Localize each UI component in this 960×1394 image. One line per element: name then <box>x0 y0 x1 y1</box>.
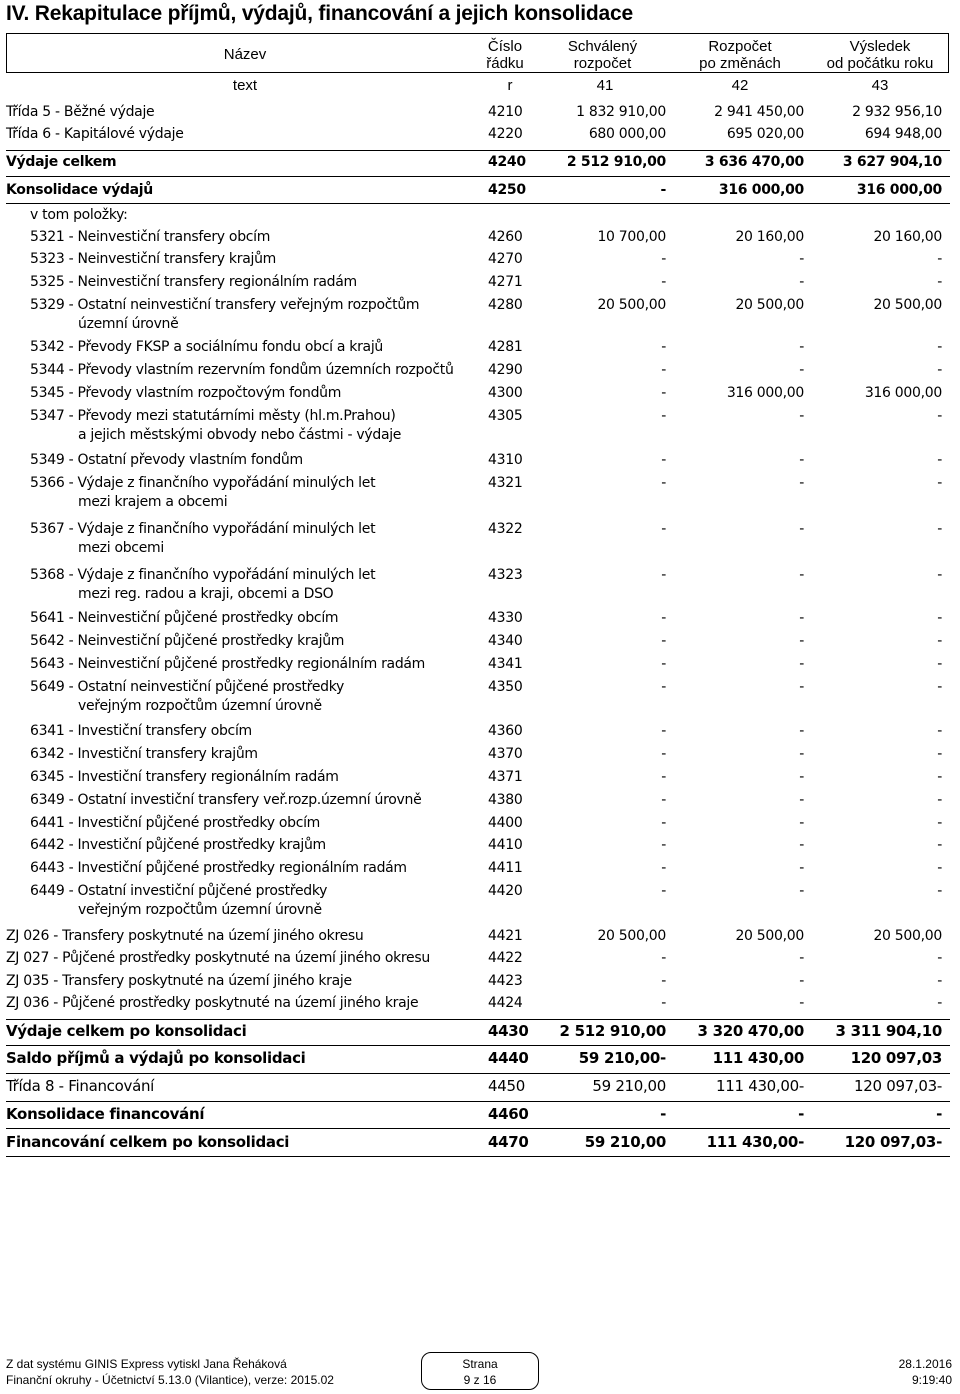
row-value-v3: - <box>937 567 942 583</box>
row-code: 4341 <box>488 656 523 672</box>
row-code: 4281 <box>488 339 523 355</box>
row-divider <box>6 1128 950 1129</box>
row-divider <box>6 176 950 177</box>
row-label <box>30 859 407 878</box>
row-label-line: 5347 - Převody mezi statutárními městy (hl.m.Prahou) <box>30 408 396 424</box>
row-code: 4330 <box>488 610 523 626</box>
row-value-v2: 316 000,00 <box>718 182 804 198</box>
row-label-continuation: veřejným rozpočtům územní úrovně <box>78 698 322 714</box>
row-label <box>6 994 418 1013</box>
page-number-box: Strana 9 z 16 <box>421 1352 539 1390</box>
row-value-v3: - <box>937 769 942 785</box>
row-label <box>30 451 303 470</box>
row-label-line: 5643 - Neinvestiční půjčené prostředky regionálním radám <box>30 656 426 672</box>
row-label-line: ZJ 035 - Transfery poskytnuté na území jiného kraje <box>6 973 352 989</box>
row-label <box>6 949 430 968</box>
row-code: 4420 <box>488 883 523 899</box>
row-label-line: 5642 - Neinvestiční půjčené prostředky krajům <box>30 633 345 649</box>
row-label-line: v tom položky: <box>30 207 128 223</box>
row-value-v2: - <box>799 815 804 831</box>
row-value-v3: - <box>937 656 942 672</box>
row-value-v1: 59 210,00- <box>578 1049 666 1067</box>
row-label-line: Konsolidace financování <box>6 1105 205 1123</box>
row-value-v1: - <box>661 656 666 672</box>
row-value-v1: - <box>661 633 666 649</box>
row-label <box>6 153 116 172</box>
row-label <box>30 228 270 247</box>
row-label-line: 6443 - Investiční půjčené prostředky regionálním radám <box>30 860 407 876</box>
row-value-v3: - <box>937 883 942 899</box>
row-label <box>30 678 344 716</box>
row-code: 4240 <box>488 154 526 170</box>
row-value-v1: - <box>661 883 666 899</box>
row-code: 4411 <box>488 860 523 876</box>
row-value-v1: - <box>661 769 666 785</box>
row-value-v2: 20 160,00 <box>735 229 804 245</box>
row-label-line: Výdaje celkem <box>6 154 117 170</box>
row-value-v1: - <box>661 610 666 626</box>
row-value-v1: 680 000,00 <box>588 126 666 142</box>
row-value-v1: - <box>661 274 666 290</box>
row-label-line: 6345 - Investiční transfery regionálním radám <box>30 769 339 785</box>
row-label <box>30 632 344 651</box>
row-value-v3: - <box>937 521 942 537</box>
row-value-v2: - <box>799 408 804 424</box>
row-label <box>30 520 375 558</box>
row-value-v2: 695 020,00 <box>726 126 804 142</box>
row-label <box>30 722 252 741</box>
subheader-41: 41 <box>596 77 614 94</box>
row-label <box>30 338 383 357</box>
row-value-v1: - <box>661 567 666 583</box>
row-code: 4370 <box>488 746 523 762</box>
row-label-line: 6442 - Investiční půjčené prostředky krajům <box>30 837 326 853</box>
row-value-v2: - <box>799 567 804 583</box>
row-value-v3: - <box>937 815 942 831</box>
row-value-v3: 3 311 904,10 <box>835 1022 942 1040</box>
table-header-box <box>6 33 949 73</box>
row-value-v2: - <box>799 339 804 355</box>
row-value-v3: - <box>937 746 942 762</box>
footer-right: 28.1.2016 9:19:40 <box>898 1357 952 1387</box>
row-label-continuation: mezi obcemi <box>78 540 164 556</box>
row-value-v2: - <box>799 679 804 695</box>
row-label <box>30 791 421 810</box>
row-value-v1: - <box>661 815 666 831</box>
row-code: 4322 <box>488 521 523 537</box>
row-value-v3: 20 500,00 <box>873 928 942 944</box>
row-label-line: Třída 6 - Kapitálové výdaje <box>6 126 184 142</box>
row-value-v1: - <box>661 251 666 267</box>
subheader-43: 43 <box>871 77 889 94</box>
row-label <box>6 972 352 991</box>
row-code: 4210 <box>488 104 523 120</box>
row-label <box>30 250 276 269</box>
row-code: 4423 <box>488 973 523 989</box>
col-header-cislo: Číslo řádku <box>486 38 524 72</box>
row-code: 4310 <box>488 452 523 468</box>
row-value-v2: - <box>798 1105 804 1123</box>
row-label-line: 5349 - Ostatní převody vlastním fondům <box>30 452 303 468</box>
row-label-line: Výdaje celkem po konsolidaci <box>6 1022 247 1040</box>
row-label-line: 5366 - Výdaje z finančního vypořádání minulých let <box>30 475 376 491</box>
row-code: 4360 <box>488 723 523 739</box>
row-code: 4460 <box>488 1105 529 1123</box>
row-value-v3: 120 097,03- <box>844 1133 942 1151</box>
row-code: 4380 <box>488 792 523 808</box>
row-value-v3: 316 000,00 <box>856 182 942 198</box>
row-value-v3: - <box>937 274 942 290</box>
row-code: 4290 <box>488 362 523 378</box>
row-value-v1: 10 700,00 <box>597 229 666 245</box>
row-code: 4371 <box>488 769 523 785</box>
row-value-v3: - <box>937 408 942 424</box>
subheader-42: 42 <box>731 77 749 94</box>
row-value-v2: - <box>799 633 804 649</box>
row-value-v2: - <box>799 883 804 899</box>
row-label-line: 5649 - Ostatní neinvestiční půjčené prostředky <box>30 679 345 695</box>
row-label-line: Saldo příjmů a výdajů po konsolidaci <box>6 1049 306 1067</box>
row-value-v1: 59 210,00 <box>584 1133 666 1151</box>
row-value-v1: - <box>661 408 666 424</box>
row-value-v3: - <box>937 633 942 649</box>
row-value-v3: - <box>937 723 942 739</box>
row-label-line: 5368 - Výdaje z finančního vypořádání minulých let <box>30 567 376 583</box>
row-label-line: 6449 - Ostatní investiční půjčené prostředky <box>30 883 328 899</box>
row-code: 4280 <box>488 297 523 313</box>
row-label <box>6 103 154 122</box>
row-value-v1: - <box>661 452 666 468</box>
row-value-v3: 120 097,03 <box>850 1049 942 1067</box>
row-code: 4430 <box>488 1022 529 1040</box>
row-value-v2: 2 941 450,00 <box>714 104 804 120</box>
row-value-v3: 120 097,03- <box>854 1077 942 1095</box>
row-value-v1: - <box>661 792 666 808</box>
row-label-line: ZJ 036 - Půjčené prostředky poskytnuté na území jiného kraje <box>6 995 419 1011</box>
row-code: 4400 <box>488 815 523 831</box>
row-value-v3: - <box>937 792 942 808</box>
row-value-v2: 111 430,00- <box>716 1077 804 1095</box>
row-label-line: 5321 - Neinvestiční transfery obcím <box>30 229 271 245</box>
row-value-v2: - <box>799 656 804 672</box>
row-divider <box>6 1019 950 1020</box>
row-code: 4300 <box>488 385 523 401</box>
row-value-v1: - <box>661 385 666 401</box>
row-value-v2: - <box>799 610 804 626</box>
row-value-v3: - <box>937 610 942 626</box>
row-label <box>30 814 320 833</box>
row-label <box>30 384 341 403</box>
row-value-v2: 111 430,00 <box>712 1049 804 1067</box>
row-value-v2: 316 000,00 <box>726 385 804 401</box>
col-header-rozpocet: Rozpočet po změnách <box>699 38 781 72</box>
row-divider <box>6 1156 950 1157</box>
row-label-continuation: a jejich městskými obvody nebo částmi - výdaje <box>78 427 402 443</box>
row-divider <box>6 150 950 151</box>
row-value-v2: 3 320 470,00 <box>697 1022 804 1040</box>
row-label-line: 5325 - Neinvestiční transfery regionálním radám <box>30 274 357 290</box>
row-code: 4340 <box>488 633 523 649</box>
row-value-v2: 20 500,00 <box>735 928 804 944</box>
row-value-v1: - <box>661 837 666 853</box>
row-label <box>30 836 326 855</box>
row-label-line: Konsolidace výdajů <box>6 182 153 198</box>
row-label-line: ZJ 027 - Půjčené prostředky poskytnuté na území jiného okresu <box>6 950 430 966</box>
row-value-v3: 20 500,00 <box>873 297 942 313</box>
row-value-v1: - <box>661 723 666 739</box>
row-value-v1: - <box>661 339 666 355</box>
row-value-v3: - <box>937 860 942 876</box>
row-value-v3: - <box>937 973 942 989</box>
row-value-v3: - <box>937 679 942 695</box>
row-value-v2: - <box>799 452 804 468</box>
row-value-v3: 2 932 956,10 <box>852 104 942 120</box>
row-value-v3: - <box>937 339 942 355</box>
row-label-line: ZJ 026 - Transfery poskytnuté na území jiného okresu <box>6 928 364 944</box>
row-value-v1: - <box>660 182 666 198</box>
row-label-line: Financování celkem po konsolidaci <box>6 1133 290 1151</box>
row-label-line: 5342 - Převody FKSP a sociálnímu fondu obcí a krajů <box>30 339 383 355</box>
row-value-v2: - <box>799 723 804 739</box>
row-value-v3: - <box>937 950 942 966</box>
row-label-continuation: mezi krajem a obcemi <box>78 494 228 510</box>
row-value-v2: - <box>799 973 804 989</box>
row-code: 4250 <box>488 182 526 198</box>
row-value-v2: - <box>799 362 804 378</box>
row-label-line: 5323 - Neinvestiční transfery krajům <box>30 251 276 267</box>
row-label <box>30 206 128 225</box>
subheader-r: r <box>507 77 513 94</box>
row-label-line: 5329 - Ostatní neinvestiční transfery veřejným rozpočtům <box>30 297 420 313</box>
col-header-vysledek: Výsledek od počátku roku <box>826 38 934 72</box>
row-code: 4440 <box>488 1049 529 1067</box>
row-code: 4350 <box>488 679 523 695</box>
row-value-v1: - <box>661 521 666 537</box>
row-label <box>6 1133 289 1152</box>
row-value-v1: 20 500,00 <box>597 297 666 313</box>
row-label-line: 5367 - Výdaje z finančního vypořádání minulých let <box>30 521 376 537</box>
row-value-v2: - <box>799 995 804 1011</box>
row-code: 4424 <box>488 995 523 1011</box>
footer-left: Z dat systému GINIS Express vytiskl Jana Řeháková Finanční okruhy - Účetnictví 5.13.0 (Vilantice), verze: 2015.02 <box>6 1357 334 1387</box>
row-value-v1: - <box>661 746 666 762</box>
col-header-nazev: Název <box>223 46 267 63</box>
row-label <box>6 927 363 946</box>
row-label <box>30 655 425 674</box>
row-code: 4270 <box>488 251 523 267</box>
row-value-v3: - <box>937 452 942 468</box>
row-value-v3: 20 160,00 <box>873 229 942 245</box>
col-header-schvaleny: Schválený rozpočet <box>567 38 638 72</box>
row-value-v1: 59 210,00 <box>592 1077 666 1095</box>
row-label <box>30 768 339 787</box>
row-label-continuation: územní úrovně <box>78 316 179 332</box>
row-value-v2: - <box>799 950 804 966</box>
row-value-v3: - <box>937 251 942 267</box>
row-value-v1: - <box>661 679 666 695</box>
row-value-v3: - <box>937 362 942 378</box>
row-value-v3: 3 627 904,10 <box>842 154 942 170</box>
row-code: 4271 <box>488 274 523 290</box>
row-value-v2: - <box>799 521 804 537</box>
row-code: 4470 <box>488 1133 529 1151</box>
row-label <box>30 609 338 628</box>
row-value-v1: - <box>661 995 666 1011</box>
row-value-v2: - <box>799 274 804 290</box>
row-label-line: 6349 - Ostatní investiční transfery veř.rozp.územní úrovně <box>30 792 422 808</box>
row-value-v1: 2 512 910,00 <box>559 1022 666 1040</box>
row-code: 4321 <box>488 475 523 491</box>
row-label <box>6 1077 154 1096</box>
row-value-v1: - <box>661 362 666 378</box>
row-value-v1: - <box>660 1105 666 1123</box>
row-value-v2: - <box>799 837 804 853</box>
row-label-line: 5641 - Neinvestiční půjčené prostředky obcím <box>30 610 339 626</box>
row-code: 4410 <box>488 837 523 853</box>
row-value-v2: 111 430,00- <box>706 1133 804 1151</box>
row-divider <box>6 1045 950 1046</box>
row-label-continuation: veřejným rozpočtům územní úrovně <box>78 902 322 918</box>
row-value-v1: 2 512 910,00 <box>566 154 666 170</box>
row-label-line: 5344 - Převody vlastním rezervním fondům územních rozpočtů <box>30 362 454 378</box>
row-value-v3: - <box>937 475 942 491</box>
row-code: 4305 <box>488 408 523 424</box>
row-label <box>30 296 419 334</box>
row-label <box>30 566 375 604</box>
row-value-v2: - <box>799 860 804 876</box>
row-label <box>6 1105 204 1124</box>
row-label-line: 6441 - Investiční půjčené prostředky obcím <box>30 815 321 831</box>
row-value-v1: - <box>661 973 666 989</box>
row-label <box>30 882 327 920</box>
row-label-line: 5345 - Převody vlastním rozpočtovým fondům <box>30 385 342 401</box>
row-value-v2: - <box>799 475 804 491</box>
row-value-v1: - <box>661 475 666 491</box>
row-label-continuation: mezi reg. radou a kraji, obcemi a DSO <box>78 586 334 602</box>
row-divider <box>6 1073 950 1074</box>
row-label <box>30 273 357 292</box>
row-value-v2: - <box>799 251 804 267</box>
row-code: 4450 <box>488 1077 525 1095</box>
row-label <box>6 1022 246 1041</box>
row-code: 4260 <box>488 229 523 245</box>
row-divider <box>6 1101 950 1102</box>
row-code: 4421 <box>488 928 523 944</box>
row-label-line: Třída 5 - Běžné výdaje <box>6 104 155 120</box>
row-value-v3: - <box>936 1105 942 1123</box>
row-label <box>6 1049 306 1068</box>
row-value-v2: - <box>799 746 804 762</box>
row-label <box>6 181 153 200</box>
row-label <box>30 474 375 512</box>
row-value-v1: 1 832 910,00 <box>576 104 666 120</box>
row-value-v2: 3 636 470,00 <box>704 154 804 170</box>
row-value-v1: - <box>661 860 666 876</box>
row-divider <box>6 203 950 204</box>
row-code: 4220 <box>488 126 523 142</box>
row-value-v2: 20 500,00 <box>735 297 804 313</box>
row-label-line: 6342 - Investiční transfery krajům <box>30 746 258 762</box>
row-value-v3: - <box>937 995 942 1011</box>
row-value-v1: - <box>661 950 666 966</box>
row-value-v3: 694 948,00 <box>864 126 942 142</box>
row-value-v2: - <box>799 769 804 785</box>
row-label <box>30 361 454 380</box>
row-label-line: 6341 - Investiční transfery obcím <box>30 723 252 739</box>
row-value-v3: 316 000,00 <box>864 385 942 401</box>
row-label <box>30 407 401 445</box>
row-value-v2: - <box>799 792 804 808</box>
row-label <box>6 125 184 144</box>
row-code: 4422 <box>488 950 523 966</box>
row-label-line: Třída 8 - Financování <box>6 1077 155 1095</box>
subheader-text: text <box>232 77 258 94</box>
row-value-v3: - <box>937 837 942 853</box>
row-label <box>30 745 258 764</box>
page-title: IV. Rekapitulace příjmů, výdajů, financování a jejich konsolidace <box>6 2 633 25</box>
row-code: 4323 <box>488 567 523 583</box>
row-value-v1: 20 500,00 <box>597 928 666 944</box>
